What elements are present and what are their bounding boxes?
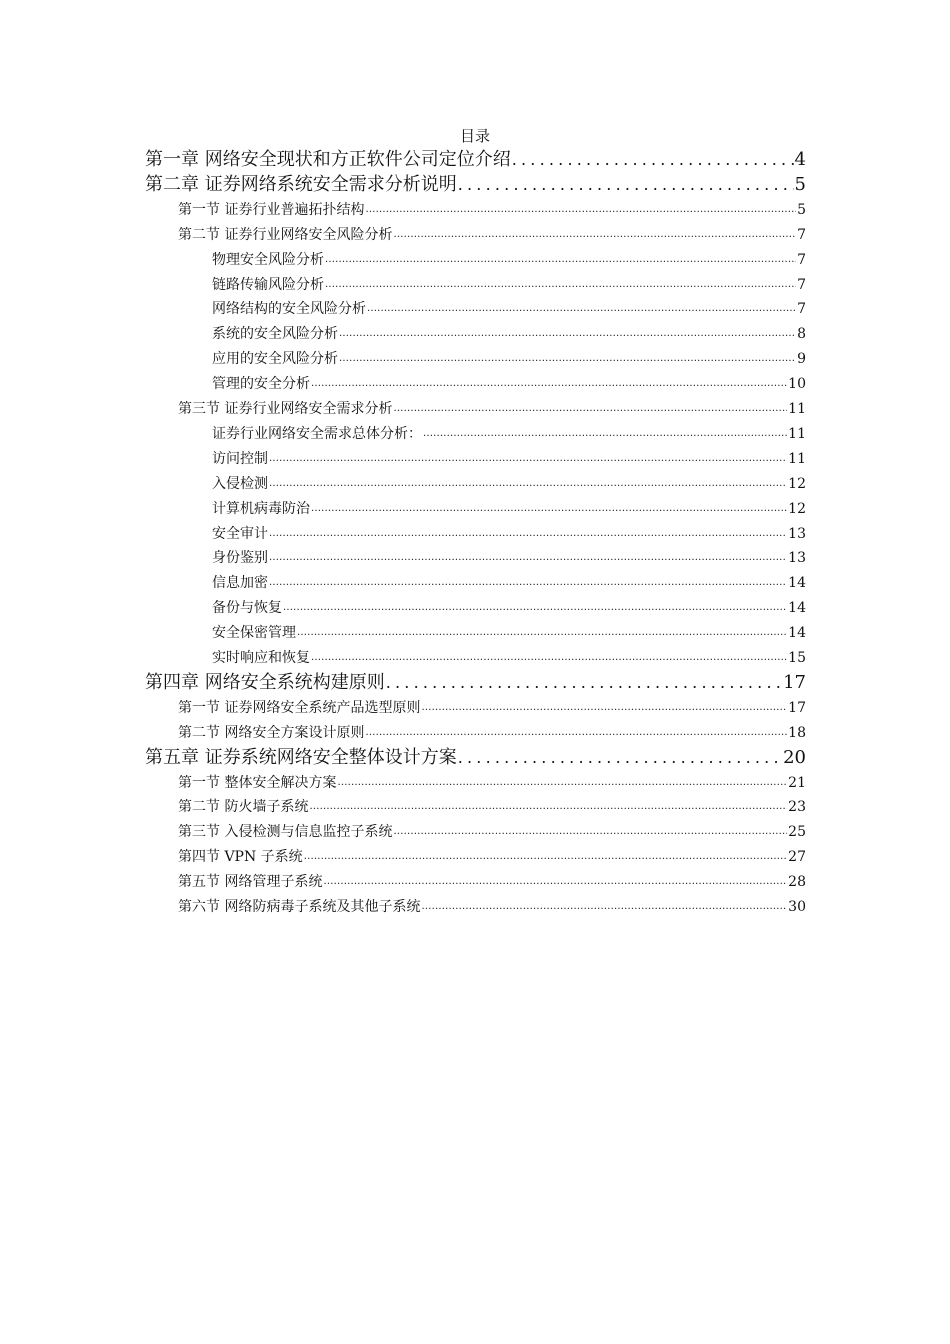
toc-dot-leader [311, 499, 787, 519]
toc-page-number: 4 [794, 149, 806, 170]
toc-entry-label: 访问控制 [212, 450, 268, 467]
toc-dot-leader [458, 746, 782, 770]
toc-dot-leader [393, 225, 796, 245]
toc-dot-leader [337, 773, 787, 793]
toc-entry-level-3[interactable] [212, 474, 806, 494]
toc-entry-label: 物理安全风险分析 [212, 251, 324, 268]
toc-entry-label: 链路传输风险分析 [212, 276, 324, 293]
toc-entry-level-2[interactable] [178, 847, 806, 867]
toc-entry-level-3[interactable] [212, 648, 806, 668]
toc-entry-label: 身份鉴别 [212, 550, 268, 567]
toc-entry-label: 第五章 证券系统网络安全整体设计方案 [145, 746, 457, 768]
toc-entry-label: 入侵检测 [212, 475, 268, 492]
toc-entry-label: 第四节 VPN 子系统 [178, 849, 303, 866]
toc-entry-level-2[interactable] [178, 698, 806, 718]
toc-entry-label: 第二节 网络安全方案设计原则 [178, 724, 365, 741]
toc-entry-level-2[interactable] [178, 225, 806, 245]
toc-entry-label: 信息加密 [212, 575, 268, 592]
toc-entry-label: 第二章 证券网络系统安全需求分析说明 [145, 173, 457, 195]
toc-entry-label: 证券行业网络安全需求总体分析： [212, 425, 422, 442]
toc-entry-label: 第六节 网络防病毒子系统及其他子系统 [178, 899, 421, 915]
toc-page-number: 12 [788, 500, 806, 517]
toc-page-number: 28 [788, 874, 806, 891]
toc-page-number: 11 [788, 450, 806, 467]
toc-entry-level-1[interactable] [145, 148, 806, 172]
toc-dot-leader [512, 148, 794, 172]
toc-dot-leader [269, 573, 787, 593]
toc-dot-leader [365, 723, 787, 743]
toc-entry-label: 第一节 证券网络安全系统产品选型原则 [178, 699, 421, 716]
toc-dot-leader [325, 275, 796, 295]
toc-page-number: 27 [788, 849, 806, 866]
toc-page-number: 9 [797, 351, 806, 368]
toc-page-number: 8 [797, 326, 806, 343]
toc-page-number: 5 [794, 173, 806, 195]
toc-page-number: 7 [797, 251, 806, 268]
toc-entry-level-3[interactable] [212, 449, 806, 469]
toc-entry-level-3[interactable] [212, 299, 806, 319]
toc-page-number: 7 [797, 276, 806, 293]
toc-entry-level-3[interactable] [212, 324, 806, 344]
toc-title: 目录 [459, 127, 490, 145]
toc-dot-leader [269, 524, 787, 544]
toc-entry-label: 安全审计 [212, 525, 268, 542]
toc-entry-label: 安全保密管理 [212, 625, 296, 642]
toc-entry-level-3[interactable] [212, 524, 806, 544]
toc-entry-level-1[interactable] [145, 746, 806, 770]
toc-entry-level-3[interactable] [212, 374, 806, 394]
toc-page-number: 25 [788, 824, 806, 841]
toc-entry-level-3[interactable] [212, 548, 806, 568]
toc-dot-leader [423, 424, 787, 444]
toc-page-number: 14 [788, 600, 806, 617]
toc-entry-level-3[interactable] [212, 499, 806, 519]
toc-entry-label: 第一章 网络安全现状和方正软件公司定位介绍 [145, 149, 511, 170]
toc-entry-level-3[interactable] [212, 424, 806, 444]
toc-page-number: 17 [783, 671, 806, 693]
toc-entry-level-3[interactable] [212, 598, 806, 618]
toc-page-number: 7 [797, 226, 806, 243]
toc-entry-label: 第一节 证券行业普遍拓扑结构 [178, 201, 365, 218]
toc-entry-level-2[interactable] [178, 399, 806, 419]
toc-dot-leader [309, 797, 787, 817]
toc-dot-leader [421, 698, 787, 718]
toc-page-number: 15 [788, 650, 806, 666]
toc-dot-leader [365, 200, 796, 220]
toc-entry-level-3[interactable] [212, 250, 806, 270]
toc-entry-label: 第五节 网络管理子系统 [178, 874, 323, 891]
toc-dot-leader [393, 399, 787, 419]
toc-dot-leader [283, 598, 787, 618]
toc-dot-leader [339, 349, 796, 369]
toc-page-number: 12 [788, 475, 806, 492]
toc-page-number: 14 [788, 625, 806, 642]
toc-dot-leader [269, 548, 787, 568]
toc-entry-level-3[interactable] [212, 573, 806, 593]
toc-dot-leader [323, 872, 787, 892]
toc-entry-label: 网络结构的安全风险分析 [212, 301, 366, 318]
toc-entry-label: 第三节 入侵检测与信息监控子系统 [178, 824, 393, 841]
toc-dot-leader [458, 173, 794, 197]
toc-entry-level-2[interactable] [178, 723, 806, 743]
toc-entry-label: 系统的安全风险分析 [212, 326, 338, 343]
toc-dot-leader [325, 250, 796, 270]
toc-page-number: 20 [783, 746, 806, 768]
toc-dot-leader [386, 671, 782, 695]
toc-dot-leader [304, 847, 787, 867]
toc-entry-label: 计算机病毒防治 [212, 500, 310, 517]
toc-dot-leader [393, 822, 787, 842]
toc-entry-label: 实时响应和恢复 [212, 650, 310, 666]
toc-dot-leader [311, 374, 787, 394]
toc-page-number: 21 [788, 774, 806, 791]
toc-dot-leader [269, 474, 787, 494]
toc-page-number: 7 [797, 301, 806, 318]
toc-entry-label: 备份与恢复 [212, 600, 282, 617]
toc-dot-leader [421, 897, 787, 917]
toc-entry-level-3[interactable] [212, 275, 806, 295]
toc-entry-level-3[interactable] [212, 623, 806, 643]
toc-entry-level-2[interactable] [178, 897, 806, 917]
toc-entry-level-2[interactable] [178, 773, 806, 793]
toc-entry-level-2[interactable] [178, 797, 806, 817]
toc-page-number: 11 [788, 425, 806, 442]
toc-page-number: 14 [788, 575, 806, 592]
toc-dot-leader [311, 648, 787, 668]
toc-entry-label: 管理的安全分析 [212, 376, 310, 393]
toc-entry-label: 第四章 网络安全系统构建原则 [145, 671, 385, 693]
toc-dot-leader [339, 324, 796, 344]
toc-page-number: 30 [788, 899, 806, 915]
toc-dot-leader [297, 623, 787, 643]
toc-entry-level-2[interactable] [178, 822, 806, 842]
toc-dot-leader [367, 299, 796, 319]
toc-entry-label: 第三节 证券行业网络安全需求分析 [178, 401, 393, 417]
toc-entry-level-2[interactable] [178, 200, 806, 220]
toc-entry-level-1[interactable] [145, 173, 806, 197]
toc-entry-label: 第二节 证券行业网络安全风险分析 [178, 226, 393, 243]
toc-entry-label: 应用的安全风险分析 [212, 351, 338, 368]
toc-page-number: 11 [788, 401, 806, 417]
toc-entry-label: 第一节 整体安全解决方案 [178, 774, 337, 791]
toc-page-number: 5 [797, 201, 806, 218]
toc-dot-leader [269, 449, 787, 469]
toc-entry-level-1[interactable] [145, 671, 806, 695]
toc-entry-level-2[interactable] [178, 872, 806, 892]
toc-page-number: 10 [788, 376, 806, 393]
toc-page-number: 13 [788, 550, 806, 567]
toc-entry-label: 第二节 防火墙子系统 [178, 799, 309, 816]
toc-page-number: 17 [788, 699, 806, 716]
toc-page-number: 13 [788, 525, 806, 542]
toc-page-number: 18 [788, 724, 806, 741]
toc-page-number: 23 [788, 799, 806, 816]
toc-entry-level-3[interactable] [212, 349, 806, 369]
